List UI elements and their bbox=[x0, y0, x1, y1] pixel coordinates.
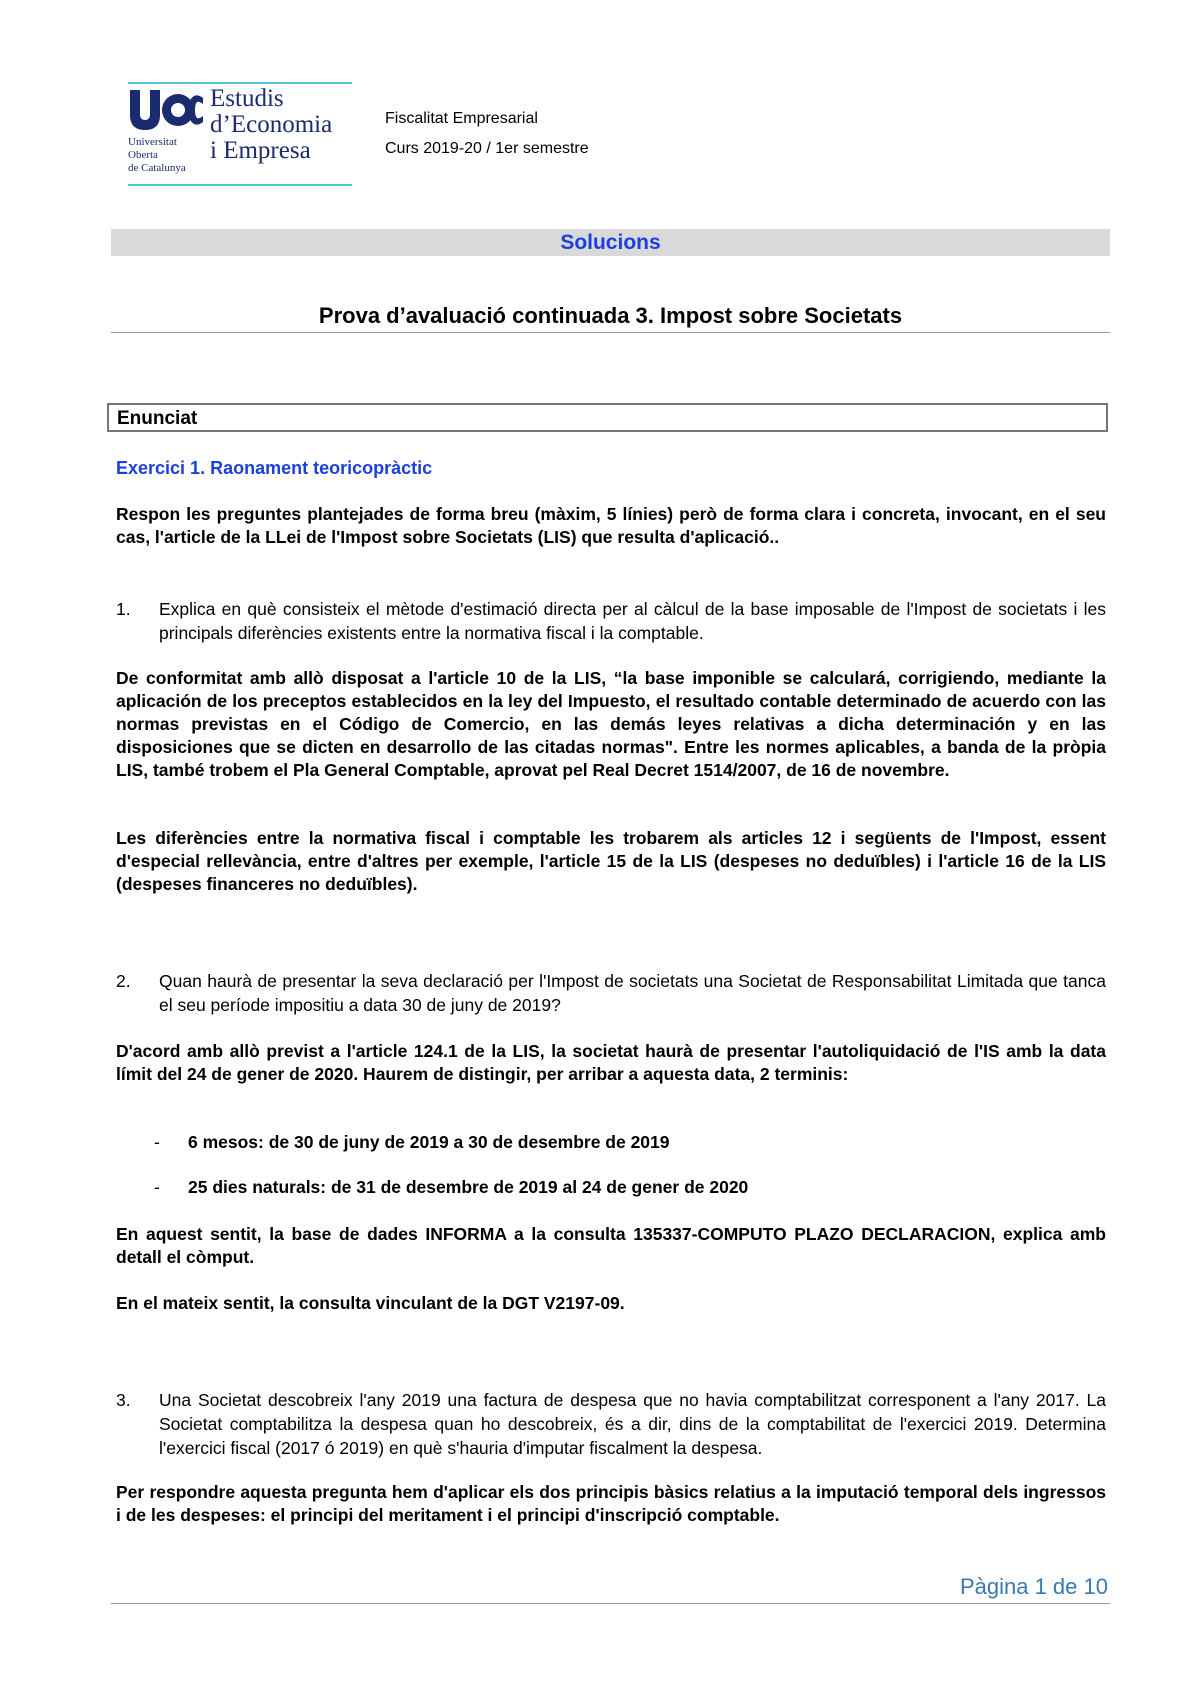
question-text: Una Societat descobreix l'any 2019 una factura de despesa que no havia comptabilitzat corresponent a l'any 2017. La Societat comptabilitza la despesa quan ho descobreix, és a dir, dins de la comptabilitat de l'exercici 2019. Determina l'exercici fiscal (2017 ó 2019) en què s'hauria d'imputar fiscalment la despesa. bbox=[159, 1390, 1106, 1458]
solutions-banner bbox=[111, 229, 1110, 256]
q2-answer-paragraph-1: D'acord amb allò previst a l'article 124.1 de la LIS, la societat haurà de presentar l'autoliquidació de l'IS amb la data límit del 24 de gener de 2020. Haurem de distingir, per arribar a aquesta data, 2 terminis: bbox=[116, 1041, 1106, 1084]
dash-bullet: - bbox=[154, 1177, 160, 1197]
instructions: Respon les preguntes plantejades de forma breu (màxim, 5 línies) però de forma clara i concreta, invocant, en el seu cas, l'article de la LLei de l'Impost sobre Societats (LIS) que resulta d'aplicació.. bbox=[116, 504, 1106, 547]
page-title: Prova d’avaluació continuada 3. Impost sobre Societats bbox=[318, 303, 903, 328]
q3-answer-paragraph-1: Per respondre aquesta pregunta hem d'aplicar els dos principis bàsics relatius a la imputació temporal dels ingressos i de les despeses: el principi del meritament i el principi d'inscripció comptable. bbox=[116, 1482, 1106, 1525]
logo-bottom-rule bbox=[128, 184, 352, 186]
q1-answer-paragraph-2: Les diferències entre la normativa fiscal i comptable les trobarem als articles 12 i següents de l'Impost, essent d'especial rellevància, entre d'altres per exemple, l'article 15 de la LIS (despeses no deduïbles) i l'article 16 de la LIS (despeses financeres no deduïbles). bbox=[116, 828, 1106, 894]
course-term: Curs 2019-20 / 1er semestre bbox=[385, 140, 589, 157]
title-divider bbox=[111, 332, 1110, 333]
q2-answer-paragraph-3: En el mateix sentit, la consulta vinculant de la DGT V2197-09. bbox=[116, 1293, 625, 1313]
exercise-title: Exercici 1. Raonament teoricopràctic bbox=[116, 458, 433, 478]
question-text: Quan haurà de presentar la seva declaració per l'Impost de societats una Societat de Responsabilitat Limitada que tanca el seu període impositiu a data 30 de juny de 2019? bbox=[159, 971, 1106, 1015]
course-info bbox=[385, 104, 589, 164]
section-heading: Enunciat bbox=[117, 408, 198, 429]
list-item-text: 6 mesos: de 30 de juny de 2019 a 30 de desembre de 2019 bbox=[188, 1132, 670, 1152]
logo-top-rule bbox=[128, 82, 352, 84]
page-number: Pàgina 1 de 10 bbox=[959, 1574, 1108, 1599]
uoc-logo bbox=[128, 82, 352, 186]
question-number: 2. bbox=[116, 971, 131, 991]
q2-answer-paragraph-2: En aquest sentit, la base de dades INFORMA a la consulta 135337-COMPUTO PLAZO DECLARACION, explica amb detall el còmput. bbox=[116, 1224, 1106, 1267]
studies-name: Estudis d’Economia i Empresa bbox=[210, 85, 333, 164]
solutions-label: Solucions bbox=[560, 231, 661, 254]
uoc-wordmark-icon bbox=[128, 86, 203, 134]
q1-answer-paragraph-1: De conformitat amb allò disposat a l'article 10 de la LIS, “la base imponible se calculará, corrigiendo, mediante la aplicación de los preceptos establecidos en la ley del Impuesto, el resultado contable determinado de acuerdo con las normas previstas en el Código de Comercio, en las demás leyes relativas a dicha determinación y en las disposiciones que se dicten en desarrollo de las citadas normas". Entre les normes aplicables, a banda de la pròpia LIS, també trobem el Pla General Comptable, aprovat pel Real Decret 1514/2007, de 16 de novembre. bbox=[116, 668, 1106, 780]
dash-bullet: - bbox=[154, 1132, 160, 1152]
question-number: 1. bbox=[116, 599, 131, 619]
course-name: Fiscalitat Empresarial bbox=[385, 110, 538, 127]
footer-divider bbox=[111, 1603, 1110, 1604]
university-name: Universitat Oberta de Catalunya bbox=[128, 136, 186, 174]
list-item-text: 25 dies naturals: de 31 de desembre de 2019 al 24 de gener de 2020 bbox=[188, 1177, 749, 1197]
question-text: Explica en què consisteix el mètode d'estimació directa per al càlcul de la base imposable de l'Impost de societats i les principals diferències existents entre la normativa fiscal i la comptable. bbox=[159, 599, 1106, 643]
section-heading-box bbox=[107, 403, 1108, 432]
question-number: 3. bbox=[116, 1390, 131, 1410]
